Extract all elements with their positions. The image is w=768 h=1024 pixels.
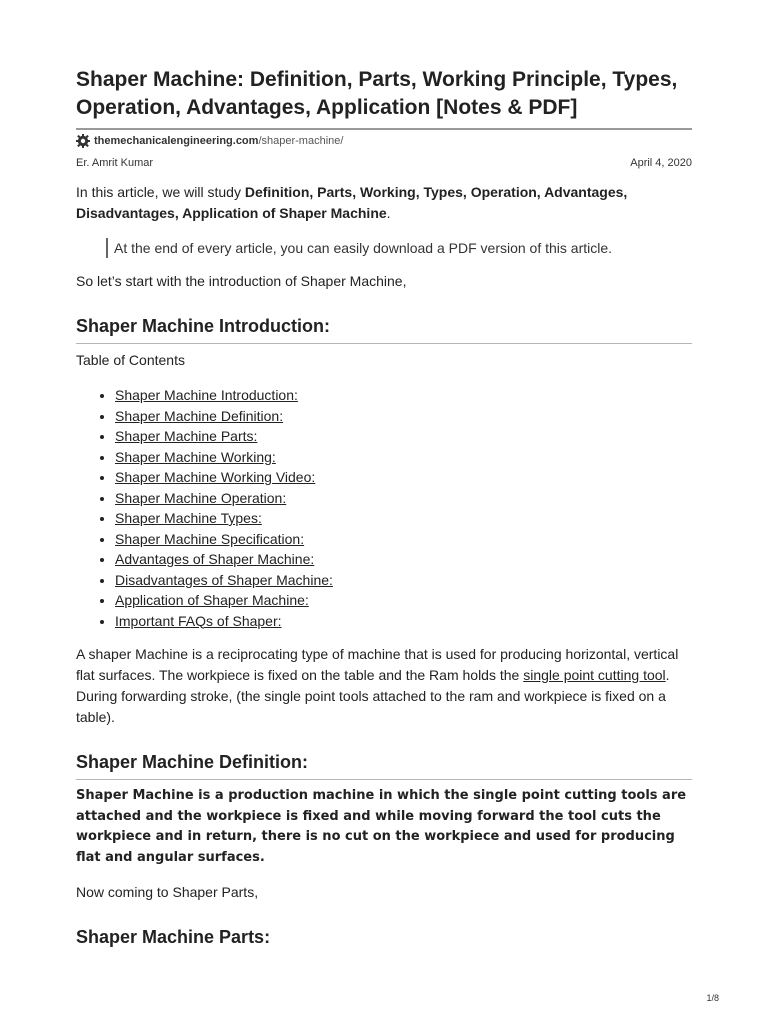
para-text-1: A shaper Machine is a reciprocating type of machine that is used for producing horizontal, vertical flat surfaces. The workpiece is fixed on the table and the Ram holds the — [76, 646, 679, 683]
toc-link-definition[interactable]: Shaper Machine Definition: — [115, 407, 284, 424]
article-title: Shaper Machine: Definition, Parts, Working Principle, Types, Operation, Advantages, Application [Notes & PDF] — [76, 66, 692, 130]
toc-item — [115, 570, 692, 591]
toc-link-working[interactable]: Shaper Machine Working: — [115, 448, 276, 465]
start-paragraph: So let’s start with the introduction of Shaper Machine, — [76, 273, 407, 289]
toc-item — [115, 508, 692, 529]
para-text-2: . During forwarding stroke, (the single point tools attached to the ram and workpiece is fixed on a table). — [76, 667, 670, 725]
table-of-contents — [76, 385, 692, 631]
toc-title: Table of Contents — [76, 352, 185, 368]
toc-link-parts[interactable]: Shaper Machine Parts: — [115, 428, 258, 444]
section-heading-introduction: Shaper Machine Introduction: — [76, 314, 692, 344]
page-number: 1/8 — [706, 993, 719, 1003]
now-coming-paragraph: Now coming to Shaper Parts, — [76, 884, 259, 900]
toc-item — [115, 426, 692, 447]
toc-link-operation[interactable]: Shaper Machine Operation: — [115, 489, 287, 506]
intro-body-paragraph — [76, 644, 692, 728]
section-heading-parts: Shaper Machine Parts: — [76, 927, 271, 947]
single-point-cutting-tool-link[interactable]: single point cutting tool — [523, 667, 666, 683]
section-heading-definition: Shaper Machine Definition: — [76, 750, 692, 780]
toc-link-specification[interactable]: Shaper Machine Specification: — [115, 530, 305, 547]
toc-link-disadvantages[interactable]: Disadvantages of Shaper Machine: — [115, 571, 333, 588]
source-path: /shaper-machine/ — [258, 135, 344, 147]
intro-bold: Definition, Parts, Working, Types, Operation, Advantages, Disadvantages, Application of Shaper Machine — [76, 184, 628, 221]
toc-item — [115, 467, 692, 488]
pdf-note-quote: At the end of every article, you can easily download a PDF version of this article. — [106, 238, 692, 258]
intro-end: . — [386, 205, 391, 221]
author: Er. Amrit Kumar — [76, 157, 154, 169]
article-meta — [76, 157, 692, 169]
source-domain-link[interactable]: themechanicalengineering.com — [94, 135, 259, 147]
toc-link-working-video[interactable]: Shaper Machine Working Video: — [115, 469, 316, 485]
toc-link-faqs[interactable]: Important FAQs of Shaper: — [115, 612, 282, 629]
toc-item — [115, 590, 692, 611]
toc-link-types[interactable]: Shaper Machine Types: — [115, 510, 262, 526]
toc-item — [115, 549, 692, 570]
definition-paragraph: Shaper Machine is a production machine in which the single point cutting tools are attached and the workpiece is fixed and while moving forward the tool cuts the workpiece and in return, there is no cut on the workpiece and used for producing flat and angular surfaces. — [76, 788, 687, 865]
publish-date: April 4, 2020 — [630, 157, 692, 169]
toc-item — [115, 488, 692, 509]
article — [76, 66, 692, 954]
intro-paragraph — [76, 182, 692, 224]
gear-icon — [76, 134, 90, 148]
toc-link-introduction[interactable]: Shaper Machine Introduction: — [115, 387, 298, 403]
toc-item — [115, 447, 692, 468]
toc-link-application[interactable]: Application of Shaper Machine: — [115, 592, 309, 608]
toc-item — [115, 529, 692, 550]
toc-item — [115, 406, 692, 427]
toc-link-advantages[interactable]: Advantages of Shaper Machine: — [115, 551, 315, 567]
source-line — [76, 134, 692, 148]
intro-lead: In this article, we will study — [76, 184, 245, 200]
toc-item — [115, 611, 692, 632]
toc-item — [115, 385, 692, 406]
